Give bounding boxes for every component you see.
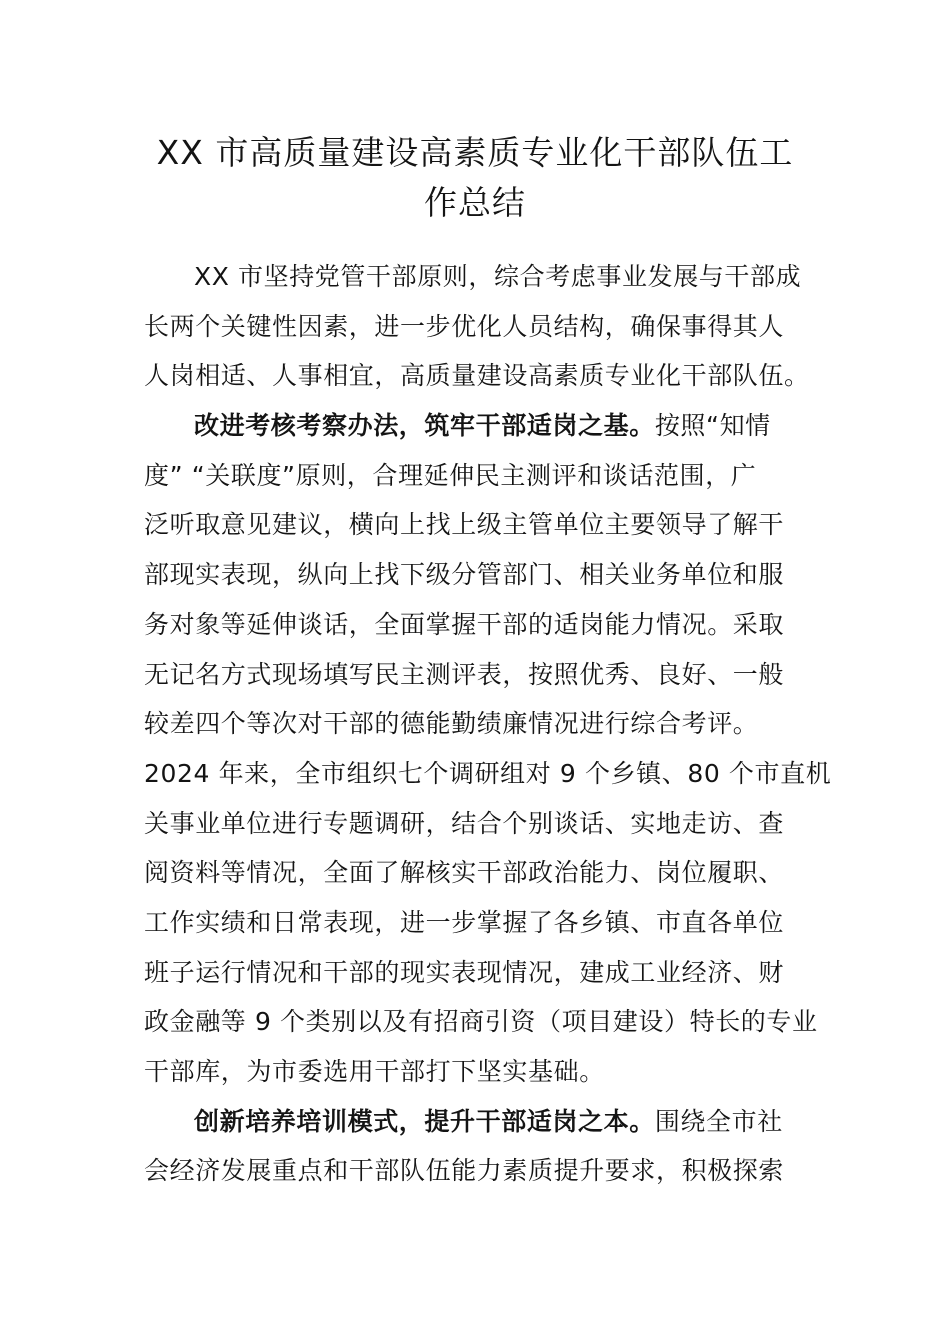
paragraph-line: 工作实绩和日常表现，进一步掌握了各乡镇、市直各单位 [144, 907, 785, 937]
paragraph-training [144, 1097, 834, 1196]
paragraph-line: 阅资料等情况，全面了解核实干部政治能力、岗位履职、 [144, 858, 785, 888]
paragraph-line: 务对象等延伸谈话，全面掌握干部的适岗能力情况。采取 [144, 609, 785, 639]
paragraph-line: XX 市坚持党管干部原则，综合考虑事业发展与干部成 [194, 262, 802, 291]
section-heading: 创新培养培训模式，提升干部适岗之本。 [194, 1106, 655, 1136]
paragraph-first-line [144, 401, 834, 451]
paragraph-line: 关事业单位进行专题调研，结合个别谈话、实地走访、查 [144, 808, 785, 838]
paragraph-line: 无记名方式现场填写民主测评表，按照优秀、良好、一般 [144, 659, 785, 689]
paragraph-line: 2024 年来，全市组织七个调研组对 9 个乡镇、80 个市直机 [144, 758, 832, 788]
document-body [144, 252, 834, 1196]
paragraph-first-line [144, 1097, 834, 1147]
paragraph-text: 按照“知情 [654, 411, 771, 441]
paragraph-line: 会经济发展重点和干部队伍能力素质提升要求，积极探索 [144, 1156, 785, 1186]
paragraph-line: 度” “关联度”原则，合理延伸民主测评和谈话范围，广 [144, 460, 757, 490]
paragraph-line: 长两个关键性因素，进一步优化人员结构，确保事得其人 [144, 311, 785, 341]
paragraph-line: 班子运行情况和干部的现实表现情况，建成工业经济、财 [144, 957, 785, 987]
paragraph-line: 人岗相适、人事相宜，高质量建设高素质专业化干部队伍。 [144, 361, 810, 391]
paragraph-line: 部现实表现，纵向上找下级分管部门、相关业务单位和服 [144, 560, 785, 590]
paragraph-text: 围绕全市社 [654, 1106, 783, 1136]
paragraph-line: 泛听取意见建议，横向上找上级主管单位主要领导了解干 [144, 510, 785, 540]
paragraph-line: 较差四个等次对干部的德能勤绩廉情况进行综合考评。 [144, 709, 759, 739]
paragraph-line: 政金融等 9 个类别以及有招商引资（项目建设）特长的专业 [144, 1007, 818, 1037]
paragraph-assessment [144, 401, 834, 1097]
section-heading: 改进考核考察办法，筑牢干部适岗之基。 [194, 411, 655, 441]
paragraph-intro [144, 252, 834, 401]
title-line-1: XX 市高质量建设高素质专业化干部队伍工 [156, 133, 794, 172]
title-line-2: 作总结 [424, 183, 526, 222]
paragraph-line: 干部库，为市委选用干部打下坚实基础。 [144, 1057, 605, 1086]
document-title [120, 128, 830, 228]
